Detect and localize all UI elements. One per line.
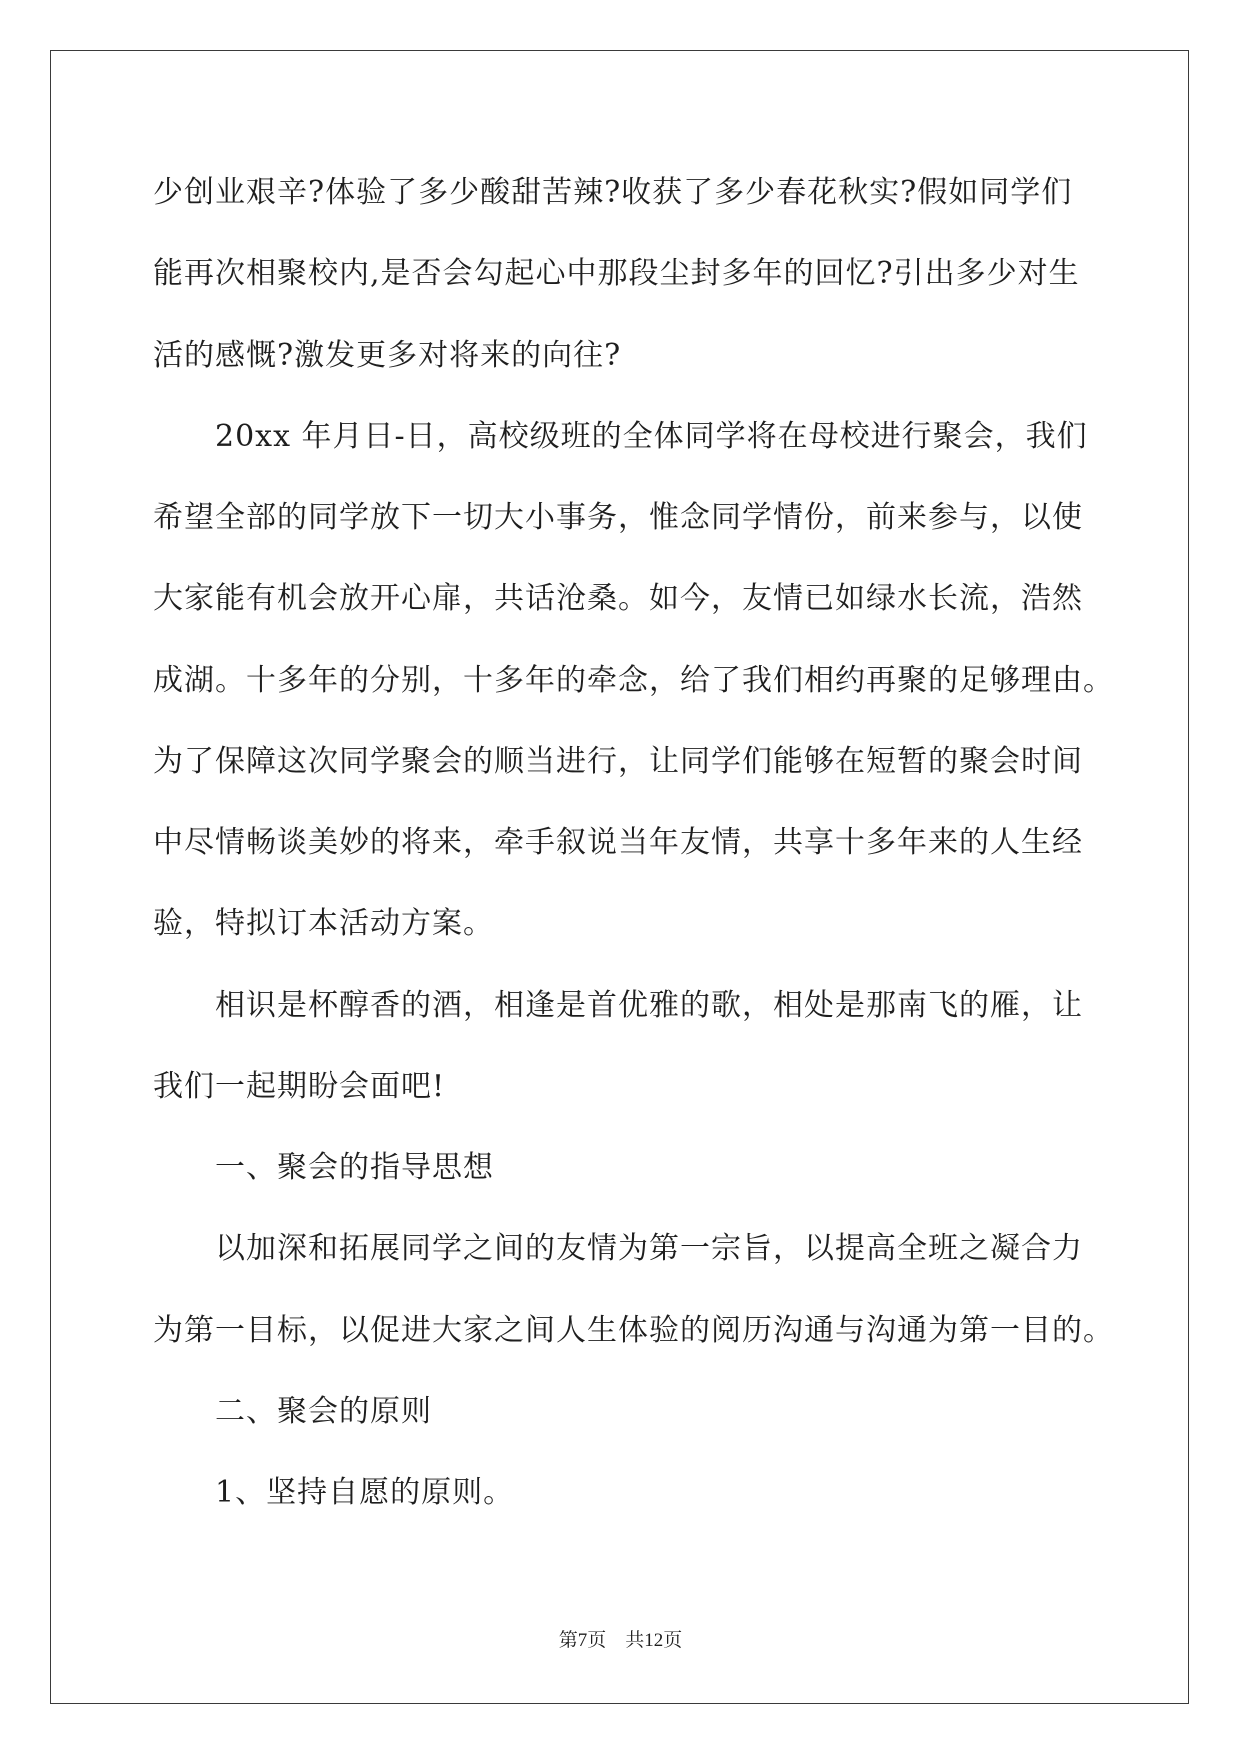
section-heading-guiding-idea [153,1127,1153,1208]
text-line: 成湖。十多年的分别，十多年的牵念，给了我们相约再聚的足够理由。 [153,662,1114,698]
text-line: 我们一起期盼会面吧! [153,1068,446,1104]
document-body [153,152,1153,1533]
paragraph-invitation [153,965,1153,1128]
paragraph-continued [153,152,1153,396]
text-line: 活的感慨?激发更多对将来的向往? [153,337,622,373]
text-line: 20xx 年月日-日，高校级班的全体同学将在母校进行聚会，我们 [215,418,1088,454]
text-line: 为第一目标，以促进大家之间人生体验的阅历沟通与沟通为第一目的。 [153,1312,1114,1348]
text-line: 相识是杯醇香的酒，相逢是首优雅的歌，相处是那南飞的雁，让 [215,987,1083,1023]
text-line: 少创业艰辛?体验了多少酸甜苦辣?收获了多少春花秋实?假如同学们 [153,175,1073,210]
text-line: 以加深和拓展同学之间的友情为第一宗旨，以提高全班之凝合力 [215,1231,1083,1267]
heading-line: 一、聚会的指导思想 [215,1150,494,1185]
paragraph-guiding-idea [153,1208,1153,1371]
text-line: 为了保障这次同学聚会的顺当进行，让同学们能够在短暂的聚会时间 [153,743,1083,779]
text-line: 中尽情畅谈美妙的将来，牵手叙说当年友情，共享十多年来的人生经 [153,825,1083,860]
text-line: 大家能有机会放开心扉，共话沧桑。如今，友情已如绿水长流，浩然 [153,581,1083,617]
page-number-footer: 第7页 共12页 [558,1630,683,1651]
text-line: 希望全部的同学放下一切大小事务，惟念同学情份，前来参与，以使 [153,500,1083,535]
section-heading-principles [153,1371,1153,1452]
list-item-principle-1 [153,1452,1153,1533]
paragraph-event-intro [153,396,1153,965]
text-line: 能再次相聚校内,是否会勾起心中那段尘封多年的回忆?引出多少对生 [153,256,1080,292]
text-line: 验，特拟订本活动方案。 [153,906,494,942]
heading-line: 二、聚会的原则 [215,1393,432,1429]
text-line: 1、坚持自愿的原则。 [215,1475,515,1510]
